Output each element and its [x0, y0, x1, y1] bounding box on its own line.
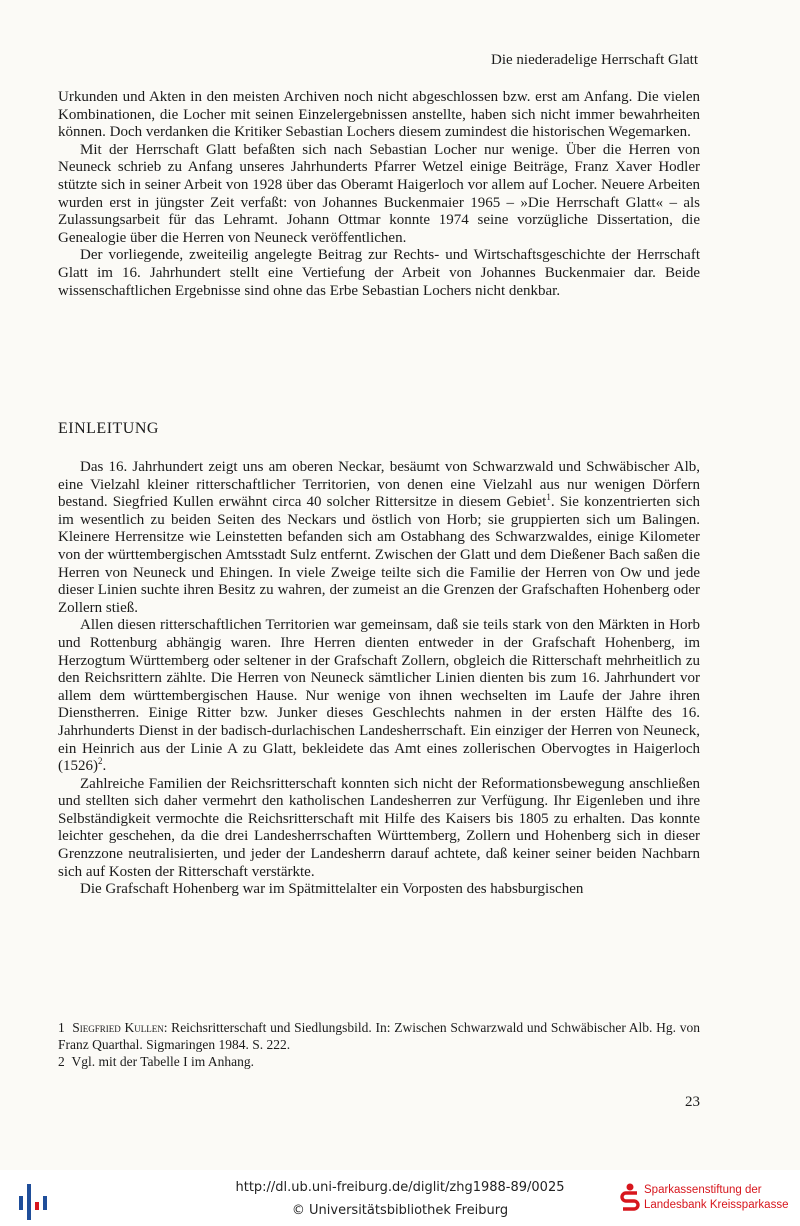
footnote-author: Siegfried Kullen [72, 1020, 164, 1035]
sparkasse-sponsor [620, 1182, 795, 1218]
footnote-2: 2 Vgl. mit der Tabelle I im Anhang. [58, 1054, 255, 1069]
body-paragraph-1: Das 16. Jahrhundert zeigt uns am oberen Neckar, besäumt von Schwarzwald und Schwäbischer Alb, eine Vielzahl kleiner ritterschaftlicher Territorien, von denen eine Vielzahl aus nur wenigen Dörfern bestand. Siegfried Kullen erwähnt circa 40 solcher Rittersitze in diesem Gebiet$^1$. Sie konzentrierten sich im wesentlich zu beiden Seiten des Neckars und östlich von Horb; sie gruppierten sich um Balingen. Kleinere Herrensitze wie Leinstetten befanden sich am Ostabhang des Schwarzwaldes, einige Kilometer von der württembergischen Amtsstadt Sulz entfernt. Zwischen der Glatt und dem Dießener Bach saßen die Herren von Neuneck und Ehingen. In viele Zweige teilte sich die Familie der Herren von Ow und jede dieser Linien suchte ihren Besitz zu wahren, der zumeist an die Grenzen der Grafschaften Hohenberg oder Zollern stieß. [58, 459, 700, 616]
intro-paragraph-2: Mit der Herrschaft Glatt befaßten sich nach Sebastian Locher nur wenige. Über die Herren von Neuneck schrieb zu Anfang unseres Jahrhunderts Pfarrer Wetzel einige Beiträge, Franz Xaver Hodler stützte sich in seiner Arbeit von 1928 über das Oberamt Haigerloch vor allem auf Locher. Neuere Arbeiten wurden erst in jüngster Zeit verfaßt: von Johannes Buckenmaier 1965 – »Die Herrschaft Glatt« – als Zulassungsarbeit für das Lehramt. Johann Ottmar konnte 1974 seine vorzügliche Dissertation, die Genealogie über die Herren von Neuneck veröffentlichen. [58, 141, 700, 246]
body-paragraph-2: Allen diesen ritterschaftlichen Territorien war gemeinsam, daß sie teils stark von den Märkten in Horb und Rottenburg abhängig waren. Ihre Herren dienten entweder in der Grafschaft Hohenberg, im Herzogtum Württemberg oder seltener in der Grafschaft Zollern, obgleich die Ritterschaft mehrheitlich zu den Reichsrittern zählte. Die Herren von Neuneck sämtlicher Linien dienten bis zum 16. Jahrhundert vor allem dem württembergischen Hause. Nur wenige von ihnen wechselten im Laufe der Jahre ihren Dienstherren. Einige Ritter bzw. Junker dieses Geschlechts nahmen in der ersten Hälfte des 16. Jahrhunderts Dienst in der badisch-durlachischen Landesherrschaft. Ein einziger der Herren von Neuneck, ein Heinrich aus der Linie A zu Glatt, bekleidete das Amt eines zollerischen Obervogtes in Haigerloch $(1526)^2$. [58, 617, 700, 775]
body-paragraph-3: Zahlreiche Familien der Reichsritterschaft konnten sich nicht der Reformationsbewegung anschließen und stellten sich daher vermehrt den katholischen Landesherren zur Verfügung. Ihr Eigenleben und ihre Selbständigkeit vermochte die Reichsritterschaft mit Hilfe des Kaisers bis 1805 zu erhalten. Das konnte leichter geschehen, da die drei Landesherrschaften Württemberg, Zollern und Hohenberg sich in dieser Grenzzone neutralisierten, und jeder der Landesherrn darauf achtete, daß keiner seiner beiden Nachbarn sich auf Kosten der Ritterschaft verstärkte. [58, 775, 700, 880]
intro-paragraph-1: Urkunden und Akten in den meisten Archiven noch nicht abgeschlossen bzw. erst am Anfang. Die vielen Kombinationen, die Locher mit seinen Einzelergebnissen anstellte, haben sich nicht immer bewahrheiten können. Doch verdanken die Kritiker Sebastian Lochers diesem zumindest die historischen Wegemarken. [58, 89, 700, 141]
sponsor-text: Sparkassenstiftung der Landesbank Kreissparkasse [644, 1184, 789, 1211]
section-heading: EINLEITUNG [58, 420, 159, 437]
page-number: 23 [685, 1094, 700, 1110]
intro-text [58, 89, 700, 300]
footnote-ref-2: 2 [98, 756, 103, 767]
footnotes [58, 1019, 700, 1070]
footnote-ref-1: 1 [546, 492, 551, 503]
intro-paragraph-3: Der vorliegende, zweiteilig angelegte Beitrag zur Rechts- und Wirtschaftsgeschichte der Herrschaft Glatt im 16. Jahrhundert stellt eine Vertiefung der Arbeit von Johannes Buckenmaier dar. Beide wissenschaftlichen Ergebnisse sind ohne das Erbe Sebastian Lochers nicht denkbar. [58, 247, 700, 299]
footnote-1: 1 Siegfried Kullen: Reichsritterschaft und Siedlungsbild. In: Zwischen Schwarzwald und Schwäbischer Alb. Hg. von Franz Quarthal. Sigmaringen 1984. S. 222. [58, 1020, 701, 1052]
copyright-notice: © Universitätsbibliothek Freiburg [291, 1203, 509, 1218]
sparkasse-logo-icon [620, 1183, 640, 1213]
digitization-footer [0, 1170, 800, 1226]
body-text [58, 459, 700, 899]
source-url-link[interactable]: http://dl.ub.uni-freiburg.de/diglit/zhg1988-89/0025 [235, 1180, 565, 1195]
body-paragraph-4: Die Grafschaft Hohenberg war im Spätmittelalter ein Vorposten des habsburgischen [80, 881, 584, 898]
running-head: Die niederadelige Herrschaft Glatt [491, 52, 698, 68]
